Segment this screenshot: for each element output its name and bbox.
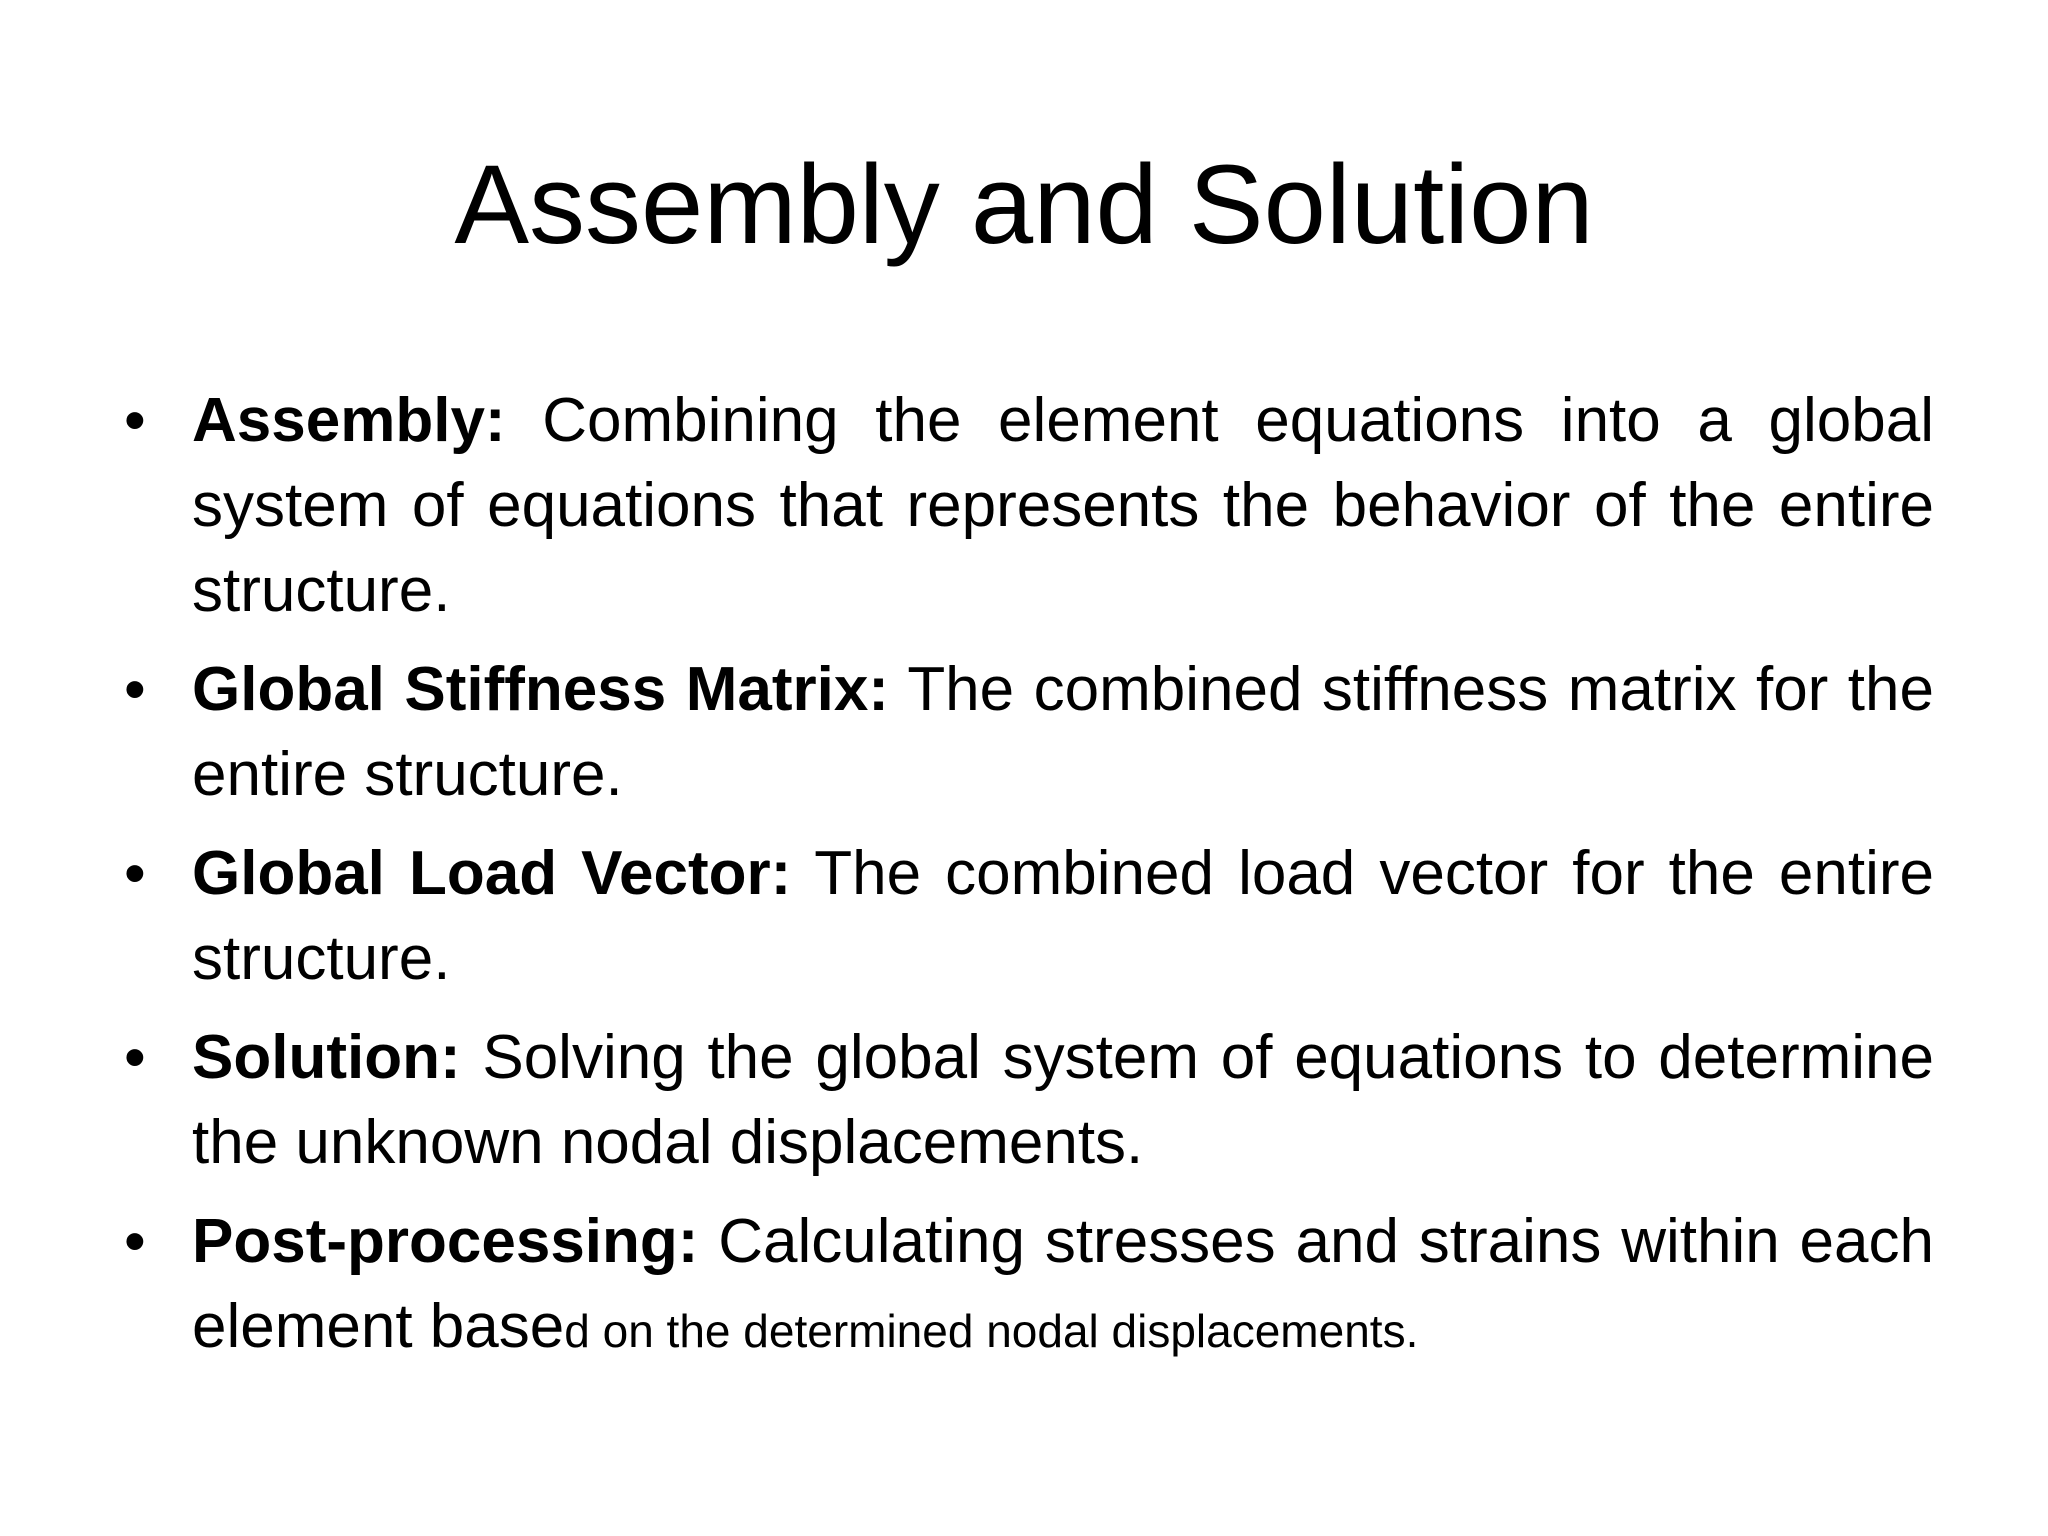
bullet-item-solution bbox=[124, 1015, 1934, 1185]
bullet-text: Solving the global system of equations to determine the unknown nodal displacements. bbox=[192, 1023, 1934, 1177]
bullet-dot-icon: • bbox=[124, 386, 146, 455]
bullet-text: Calculating stresses and strains within each element base bbox=[192, 1207, 1934, 1361]
bullet-item-global-load-vector bbox=[124, 831, 1934, 1001]
bullet-text: The combined stiffness matrix for the entire structure. bbox=[192, 655, 1934, 809]
bullet-term: Post-processing: bbox=[192, 1207, 699, 1276]
bullet-term: Global Load Vector: bbox=[192, 839, 792, 908]
bullet-item-global-stiffness-matrix bbox=[124, 647, 1934, 817]
bullet-text: Combining the element equations into a global system of equations that represents the behavior of the entire structure. bbox=[192, 386, 1934, 625]
bullet-dot-icon: • bbox=[124, 1023, 146, 1092]
bullet-dot-icon: • bbox=[124, 839, 146, 908]
bullet-dot-icon: • bbox=[124, 1207, 146, 1276]
bullet-term: Assembly: bbox=[192, 386, 506, 455]
bullet-item-post-processing bbox=[124, 1199, 1934, 1374]
slide-title: Assembly and Solution bbox=[454, 142, 1594, 267]
bullet-item-assembly bbox=[124, 378, 1934, 633]
bullet-term: Solution: bbox=[192, 1023, 461, 1092]
bullet-text: The combined load vector for the entire structure. bbox=[192, 839, 1935, 993]
bullet-text-small: d on the determined nodal displacements. bbox=[564, 1305, 1419, 1357]
bullet-term: Global Stiffness Matrix: bbox=[192, 655, 889, 724]
bullet-list bbox=[124, 378, 1934, 1388]
bullet-dot-icon: • bbox=[124, 655, 146, 724]
